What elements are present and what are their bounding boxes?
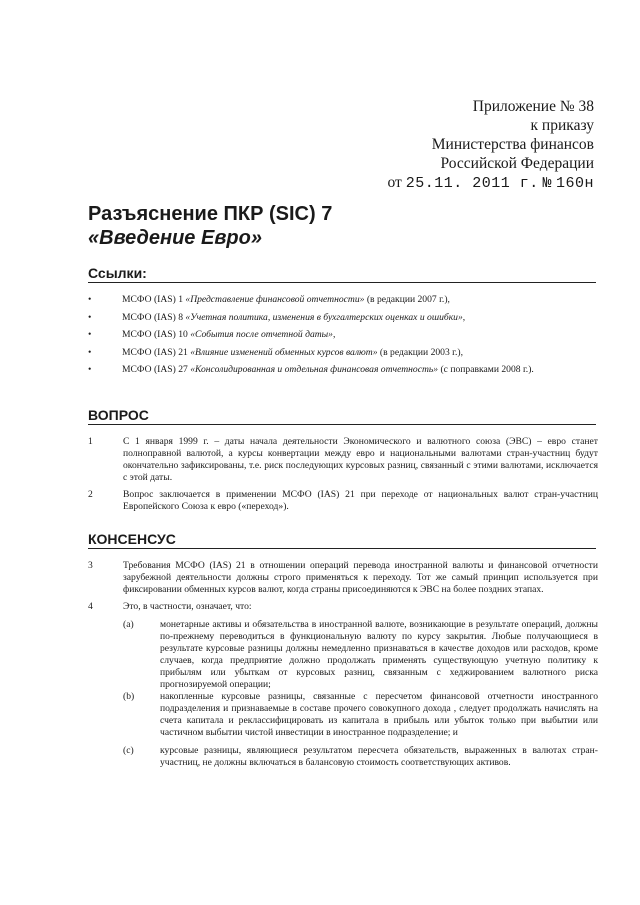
subitem-a [123,619,598,691]
appendix-line-1: Приложение № 38 [472,98,594,115]
paragraph-1 [88,436,598,484]
section-divider [88,424,596,425]
paragraph-text: Вопрос заключается в применении МСФО (IAS) 21 при переходе от национальных валют стран-участниц Европейского Союза к евро («переход»). [123,489,598,512]
references-list [88,294,598,382]
order-date: 25.11. 2011 г. [405,175,539,192]
bullet-icon: • [88,346,92,358]
paragraph-text: Требования МСФО (IAS) 21 в отношении операций перевода иностранной валюты и финансовой отчетности зарубежной деятельности должны строго применяться к переходу. Тот же самый принцип используется при фиксировании обменных курсов валют, когда страны присоединяются к ЭВС на более поздних этапах. [123,560,598,595]
reference-item: • МСФО (IAS) 8 «Учетная политика, изменения в бухгалтерских оценках и ошибки», [88,311,466,323]
subitem-text: монетарные активы и обязательства в иностранной валюте, возникающие в результате операций, должны по-прежнему переводиться в функциональную валюту по курсу закрытия. Любые получающиеся в результате курсовые разницы должны немедленно признаваться в качестве доходов или расходов, кроме случаев, когда предприятие должно продолжать применять существующую учетную политику к прибылям или убыткам от курсовых разниц, связанным с хеджированием валютного риска прогнозируемой операции; [160,619,598,690]
order-date-line [334,173,594,193]
question-heading: ВОПРОС [88,407,149,423]
appendix-header [334,97,594,193]
subitem-label: (a) [123,619,134,630]
paragraph-number: 4 [88,601,93,612]
appendix-line-2: к приказу [530,117,594,134]
subitem-text: накопленные курсовые разницы, связанные с пересчетом финансовой отчетности иностранного подразделения и признаваемые в составе прочего совокупного дохода , следует продолжать начислять на счета капитала и реклассифицировать из капитала в прибыль или убыток только при выбытии или частичном выбытии чистой инвестиции в иностранное подразделение; и [160,691,598,738]
paragraph-2 [88,489,598,513]
paragraph-number: 2 [88,489,93,500]
consensus-heading: КОНСЕНСУС [88,531,176,547]
appendix-line-4: Российской Федерации [440,155,594,172]
paragraph-number: 1 [88,436,93,447]
references-heading: Ссылки: [88,265,147,281]
section-divider [88,282,596,283]
bullet-icon: • [88,364,92,376]
paragraph-4 [88,601,598,613]
subitem-text: курсовые разницы, являющиеся результатом пересчета обязательств, выраженных в валютах стран-участниц, не должны включаться в балансовую стоимость соответствующих активов. [160,745,598,768]
reference-item: • МСФО (IAS) 1 «Представление финансовой отчетности» (в редакции 2007 г.), [88,294,450,305]
order-number: 160н [555,175,594,192]
paragraph-number: 3 [88,560,93,571]
bullet-icon: • [88,294,92,305]
paragraph-text: Это, в частности, означает, что: [123,601,252,612]
bullet-icon: • [88,311,92,323]
paragraph-3 [88,560,598,596]
subitem-c [123,745,598,769]
appendix-line-3: Министерства финансов [431,136,594,153]
document-title [88,202,332,250]
date-prefix: от [387,174,402,191]
section-divider [88,548,596,549]
paragraph-text: С 1 января 1999 г. – даты начала деятельности Экономического и валютного союза (ЭВС) – евро станет полноправной валютой, а курсы конвертации между евро и национальными валютами стран-участниц будут окончательно зафиксированы, т.е. риск последующих курсовых разниц, связанный с этими валютами, исключается с этой даты. [123,436,598,483]
subitem-label: (c) [123,745,134,756]
bullet-icon: • [88,329,92,341]
reference-item: • МСФО (IAS) 27 «Консолидированная и отдельная финансовая отчетность» (с поправками 2008 г.). [88,364,534,376]
title-line-1: Разъяснение ПКР (SIC) 7 [88,203,333,225]
subitem-b [123,691,598,739]
title-line-2: «Введение Евро» [88,227,262,249]
number-prefix: № [542,175,553,192]
reference-item: • МСФО (IAS) 10 «События после отчетной даты», [88,329,336,341]
reference-item: • МСФО (IAS) 21 «Влияние изменений обменных курсов валют» (в редакции 2003 г.), [88,346,463,358]
subitem-label: (b) [123,691,135,702]
